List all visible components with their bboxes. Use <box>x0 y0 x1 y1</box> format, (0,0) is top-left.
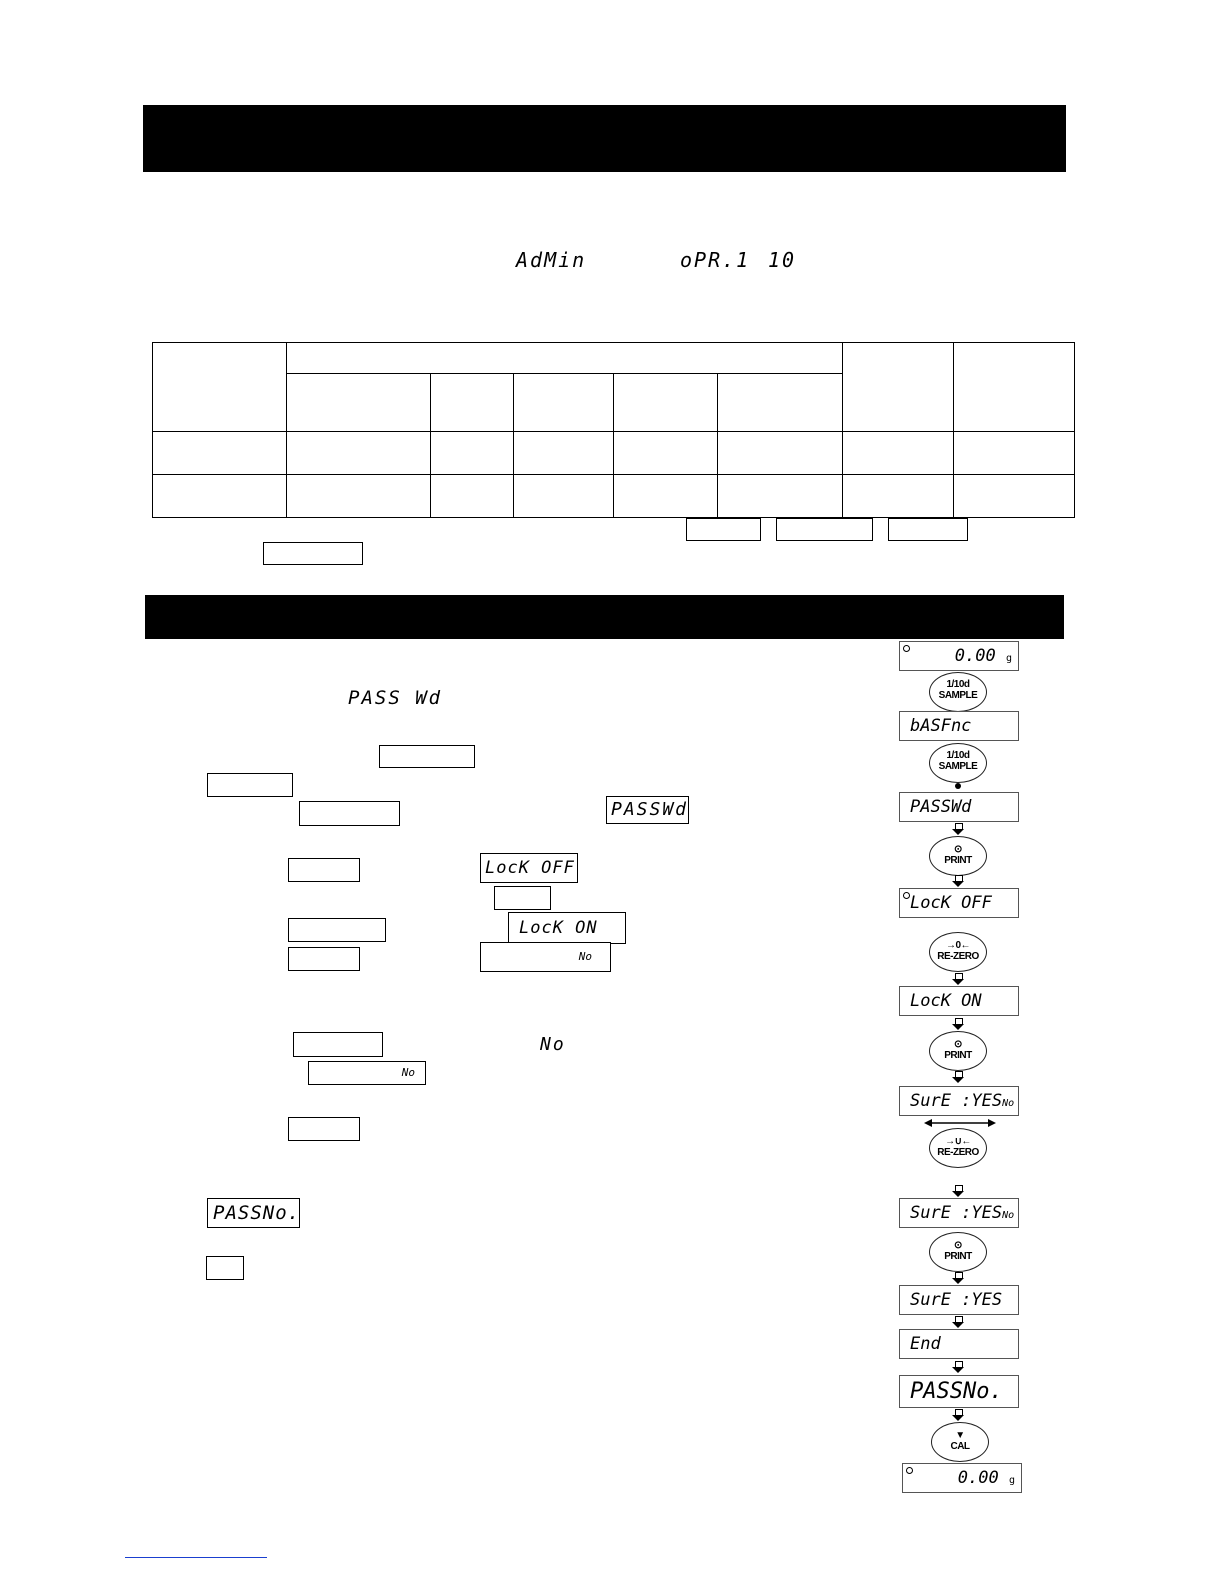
opr-end-display-text: 10 <box>768 248 797 272</box>
stability-indicator <box>903 645 910 652</box>
flow-arrow <box>952 973 964 985</box>
flow-arrow <box>952 875 964 887</box>
pass-no-display: PASSNo. <box>899 1375 1019 1408</box>
key-label-box <box>776 518 873 541</box>
opr-range-display-text: oPR.1 <box>680 248 751 272</box>
flow-arrow <box>952 1071 964 1083</box>
flow-arrow <box>952 1361 964 1373</box>
end-display: End <box>899 1329 1019 1359</box>
table-cell <box>514 374 614 432</box>
key-label-box <box>288 1117 360 1141</box>
cal-key[interactable]: ▼ CAL <box>931 1422 989 1462</box>
specification-table <box>152 342 1075 518</box>
footer-link-underline <box>125 1557 267 1558</box>
key-label-box <box>288 918 386 942</box>
passwd-display-box: PASSWd <box>606 796 689 824</box>
key-label-box <box>263 542 363 565</box>
stability-indicator <box>903 892 910 899</box>
table-cell <box>431 374 514 432</box>
weight-display-start: 0.00 g <box>899 641 1019 671</box>
print-key-2[interactable]: ⊙ PRINT <box>929 1031 987 1071</box>
pass-wd-display-text: PASS Wd <box>348 687 443 709</box>
table-cell <box>614 374 718 432</box>
passwd-display: PASSWd <box>899 792 1019 822</box>
key-label-box <box>299 801 400 826</box>
key-label-box <box>206 1256 244 1280</box>
flow-arrow <box>952 1272 964 1284</box>
flow-arrow <box>952 1018 964 1030</box>
flow-arrow <box>952 1185 964 1197</box>
weight-display-end: 0.00 g <box>902 1463 1022 1493</box>
print-key[interactable]: ⊙ PRINT <box>929 836 987 876</box>
lock-off-display: LocK OFF <box>899 888 1019 918</box>
table-cell <box>718 374 843 432</box>
repeat-dot <box>955 783 961 789</box>
key-label-box <box>293 1032 383 1057</box>
table-row <box>153 432 1075 475</box>
sure-yes-no-display: SurE :YESNo <box>899 1086 1019 1116</box>
table-row <box>153 475 1075 518</box>
no-display-text: No <box>540 1034 566 1055</box>
flow-arrow <box>952 1409 964 1421</box>
table-cell <box>287 343 843 374</box>
section-banner-1 <box>143 105 1066 172</box>
pass-no-display-box: PASSNo. <box>207 1198 300 1228</box>
sure-no-display-box: No <box>480 942 611 972</box>
key-label-box <box>888 518 968 541</box>
table-cell <box>153 343 287 432</box>
sample-key-repeat[interactable]: 1/10d SAMPLE <box>929 743 987 783</box>
key-label-box <box>288 858 360 882</box>
key-label-box <box>379 745 475 768</box>
lock-off-display-box: LocK OFF <box>480 853 578 883</box>
stability-indicator <box>906 1467 913 1474</box>
table-cell <box>843 343 954 432</box>
table-cell <box>287 374 431 432</box>
rezero-key[interactable]: →0← RE-ZERO <box>929 932 987 972</box>
no-display-box: No <box>308 1061 426 1085</box>
sure-yes-blink-display: SurE :YESNo <box>899 1198 1019 1228</box>
flow-arrow <box>952 823 964 835</box>
section-banner-2 <box>145 595 1064 639</box>
admin-display-text: AdMin <box>516 248 587 272</box>
basfnc-display: bASFnc <box>899 711 1019 741</box>
sample-key[interactable]: 1/10d SAMPLE <box>929 672 987 712</box>
rezero-key-2[interactable]: →∪← RE-ZERO <box>929 1128 987 1168</box>
key-label-box <box>288 947 360 971</box>
table-cell <box>954 343 1075 432</box>
lock-on-display-box: LocK ON <box>508 912 626 944</box>
flow-arrow <box>952 1316 964 1328</box>
sure-yes-display: SurE :YES <box>899 1285 1019 1315</box>
print-key-3[interactable]: ⊙ PRINT <box>929 1232 987 1272</box>
key-label-box <box>207 773 293 797</box>
key-label-box <box>686 518 761 541</box>
key-label-box <box>494 886 551 910</box>
lock-on-display: LocK ON <box>899 986 1019 1016</box>
